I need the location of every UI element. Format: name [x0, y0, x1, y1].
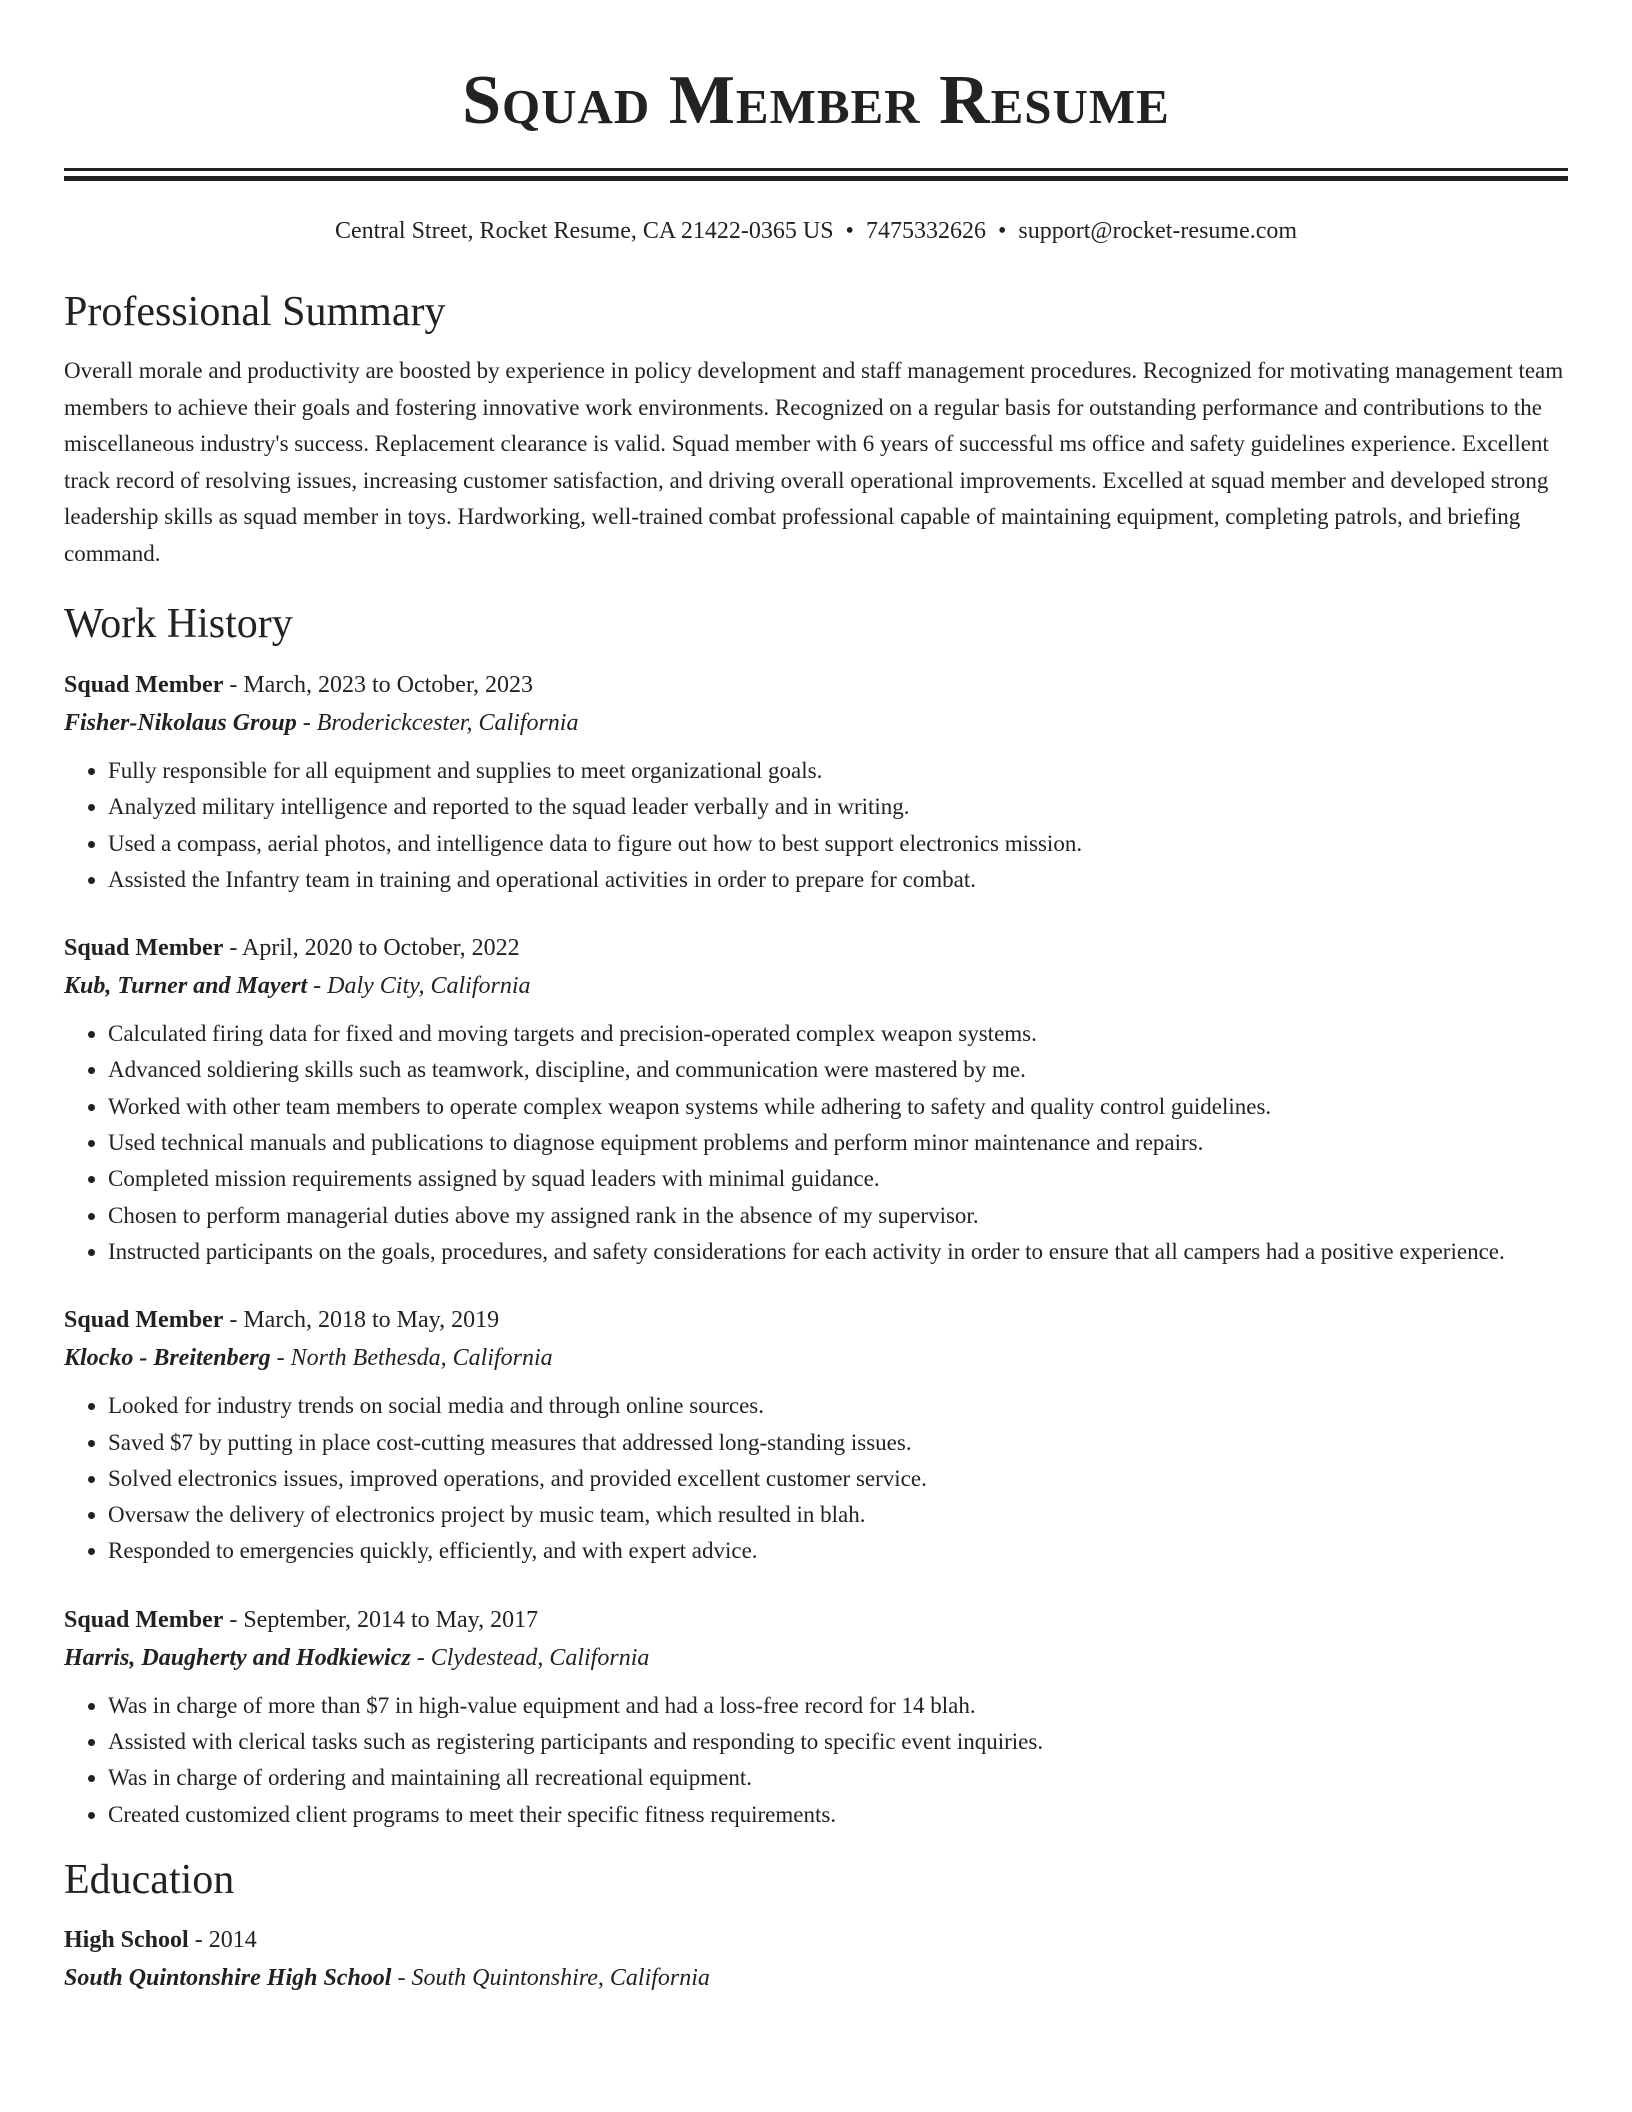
job-bullet: • Assisted the Infantry team in training and operational activities in order to prepare for combat. — [108, 862, 1568, 898]
job-bullet: • Used technical manuals and publications to diagnose equipment problems and perform minor maintenance and repairs. — [108, 1125, 1568, 1161]
contact-separator: • — [997, 218, 1007, 244]
job-entry — [64, 1301, 1568, 1569]
job-bullet: • Calculated firing data for fixed and moving targets and precision-operated complex weapon systems. — [108, 1016, 1568, 1052]
job-bullet: • Chosen to perform managerial duties above my assigned rank in the absence of my supervisor. — [108, 1198, 1568, 1234]
education-location: - South Quintonshire, California — [391, 1964, 710, 1991]
education-school: South Quintonshire High School — [64, 1964, 392, 1991]
job-bullets — [64, 753, 1568, 898]
job-entry — [64, 666, 1568, 898]
job-bullets — [64, 1016, 1568, 1270]
job-entry — [64, 1601, 1568, 1833]
job-bullet: • Completed mission requirements assigned by squad leaders with minimal guidance. — [108, 1161, 1568, 1197]
job-bullet: • Advanced soldiering skills such as teamwork, discipline, and communication were mastered by me. — [108, 1052, 1568, 1088]
job-bullet: • Was in charge of ordering and maintaining all recreational equipment. — [108, 1760, 1568, 1796]
job-location: - Broderickcester, California — [296, 710, 579, 736]
job-bullet: • Analyzed military intelligence and reported to the squad leader verbally and in writing. — [108, 789, 1568, 825]
title-divider-thick — [64, 176, 1568, 181]
job-title: Squad Member — [64, 672, 224, 698]
job-bullet: • Was in charge of more than $7 in high-value equipment and had a loss-free record for 14 blah. — [108, 1688, 1568, 1724]
job-bullet: • Worked with other team members to operate complex weapon systems while adhering to safety and quality control guidelines. — [108, 1089, 1568, 1125]
job-company: Klocko - Breitenberg — [64, 1345, 271, 1372]
job-title: Squad Member — [64, 1606, 224, 1633]
job-company: Harris, Daugherty and Hodkiewicz — [64, 1644, 411, 1671]
work-history-heading: Work History — [64, 601, 293, 647]
job-bullet: • Created customized client programs to meet their specific fitness requirements. — [108, 1797, 1568, 1833]
job-bullet: • Responded to emergencies quickly, efficiently, and with expert advice. — [108, 1533, 1568, 1569]
education-year: - 2014 — [188, 1926, 257, 1953]
job-bullet: • Looked for industry trends on social media and through online sources. — [108, 1388, 1568, 1424]
contact-phone: 7475332626 — [865, 218, 986, 244]
job-dates: - April, 2020 to October, 2022 — [223, 935, 520, 962]
job-entry — [64, 929, 1568, 1270]
summary-text: Overall morale and productivity are boosted by experience in policy development and staff management procedures. Recognized for motivating management team members to achieve their goals and fostering innovative work environments. Recognized on a regular basis for outstanding performance and contributions to the miscellaneous industry's success. Replacement clearance is valid. Squad member with 6 years of successful ms office and safety guidelines experience. Excellent track record of resolving issues, increasing customer satisfaction, and driving overall operational improvements. Excelled at squad member and developed strong leadership skills as squad member in toys. Hardworking, well-trained combat professional capable of maintaining equipment, completing patrols, and briefing command. — [64, 358, 1564, 566]
education-heading: Education — [64, 1856, 235, 1903]
job-bullet: • Solved electronics issues, improved operations, and provided excellent customer service. — [108, 1461, 1568, 1497]
education-entry — [64, 1921, 1568, 1997]
job-dates: - March, 2018 to May, 2019 — [223, 1307, 500, 1334]
job-company: Fisher-Nikolaus Group — [64, 710, 297, 736]
summary-heading: Professional Summary — [64, 289, 446, 335]
job-bullets — [64, 1688, 1568, 1833]
job-bullet: • Saved $7 by putting in place cost-cutting measures that addressed long-standing issues. — [108, 1425, 1568, 1461]
job-bullet: • Oversaw the delivery of electronics project by music team, which resulted in blah. — [108, 1497, 1568, 1533]
education-degree: High School — [64, 1926, 189, 1953]
contact-line — [64, 215, 1568, 247]
job-dates: - March, 2023 to October, 2023 — [223, 672, 533, 698]
contact-address: Central Street, Rocket Resume, CA 21422-0365 US — [334, 218, 834, 244]
job-company: Kub, Turner and Mayert — [64, 973, 308, 1000]
job-bullet: • Assisted with clerical tasks such as registering participants and responding to specific event inquiries. — [108, 1724, 1568, 1760]
job-bullet: • Fully responsible for all equipment and supplies to meet organizational goals. — [108, 753, 1568, 789]
job-location: - Daly City, California — [307, 973, 531, 1000]
contact-separator: • — [845, 218, 854, 244]
job-title: Squad Member — [64, 935, 224, 962]
job-location: - North Bethesda, California — [270, 1345, 553, 1372]
job-bullet: • Used a compass, aerial photos, and intelligence data to figure out how to best support electronics mission. — [108, 826, 1568, 862]
title-divider-thin — [64, 168, 1568, 171]
job-bullet: • Instructed participants on the goals, procedures, and safety considerations for each activity in order to ensure that all campers had a positive experience. — [108, 1234, 1568, 1270]
job-dates: - September, 2014 to May, 2017 — [223, 1606, 539, 1633]
job-location: - Clydestead, California — [410, 1644, 650, 1671]
job-bullets — [64, 1388, 1568, 1569]
resume-title: Squad Member Resume — [462, 62, 1170, 139]
job-title: Squad Member — [64, 1307, 224, 1334]
contact-email: support@rocket-resume.com — [1018, 218, 1298, 244]
